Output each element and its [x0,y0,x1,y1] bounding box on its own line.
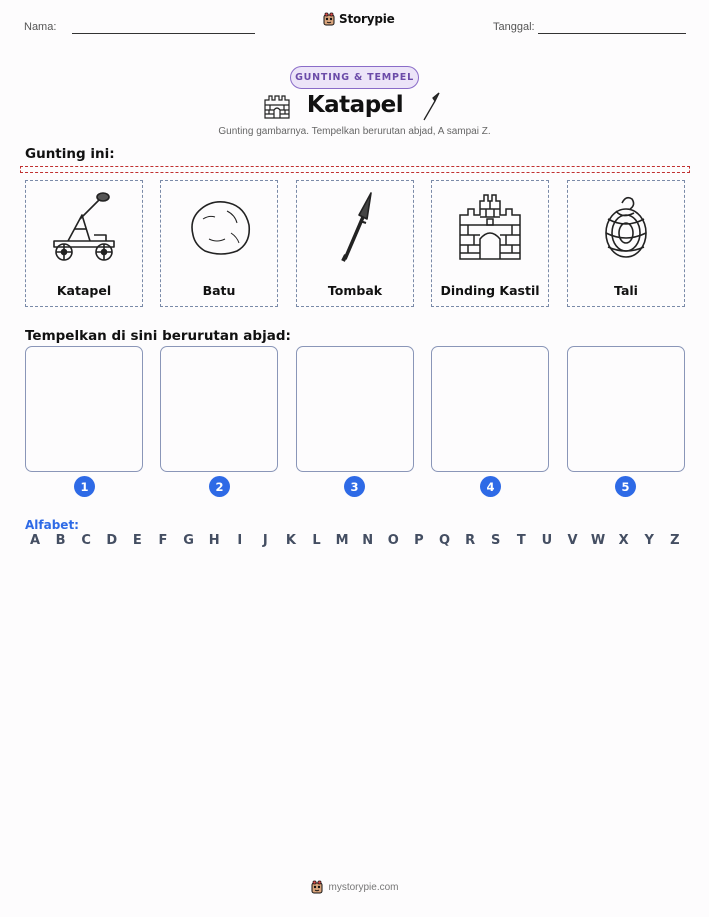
alphabet-letter: F [158,533,168,548]
castle-wall-icon [450,189,530,269]
date-label: Tanggal: [493,21,535,33]
date-line[interactable] [538,33,686,34]
cut-line [20,166,690,173]
name-line[interactable] [72,33,255,34]
alphabet-letter: A [29,533,41,548]
alphabet-letter: R [465,533,476,548]
instructions: Gunting gambarnya. Tempelkan berurutan abjad, A sampai Z. [218,126,491,137]
alphabet-letter: Q [438,533,451,548]
storypie-logo [322,12,395,26]
cut-label: Tali [614,283,638,298]
alphabet-letter: J [262,533,268,548]
slot-number-badge: 2 [209,476,230,497]
slot-number-badge: 3 [344,476,365,497]
alphabet-letter: C [81,533,91,548]
paste-slot-4[interactable] [431,346,549,472]
alphabet-title: Alfabet: [25,518,79,532]
paste-section-title: Tempelkan di sini berurutan abjad: [25,328,291,344]
paste-slot-2[interactable] [160,346,278,472]
spear-icon [315,189,395,269]
cut-card-dinding-kastil[interactable] [431,180,549,307]
cut-label: Tombak [327,283,383,298]
cut-label: Katapel [56,283,112,298]
alphabet-letter: Z [670,533,680,548]
rock-icon [179,189,259,269]
storypie-mascot-icon [322,12,336,26]
cut-card-katapel[interactable] [25,180,143,307]
page-title: Katapel [306,92,404,118]
alphabet-letter: Y [644,533,654,548]
cut-label: Batu [202,283,236,298]
footer [0,880,709,894]
cut-card-batu[interactable] [160,180,278,307]
alphabet-letter: S [491,533,501,548]
alphabet-letter: G [183,533,194,548]
paste-slot-1[interactable] [25,346,143,472]
alphabet-row [26,533,684,548]
activity-badge: GUNTING & TEMPEL [290,66,419,89]
alphabet-letter: I [237,533,243,548]
alphabet-letter: N [362,533,374,548]
alphabet-letter: P [414,533,424,548]
slot-number-badge: 5 [615,476,636,497]
paste-slot-3[interactable] [296,346,414,472]
alphabet-letter: L [312,533,321,548]
rope-icon [586,189,666,269]
paste-slot-5[interactable] [567,346,685,472]
slot-number-badge: 4 [480,476,501,497]
catapult-icon [44,189,124,269]
cut-card-tombak[interactable] [296,180,414,307]
alphabet-letter: H [208,533,220,548]
alphabet-letter: X [618,533,629,548]
alphabet-letter: M [335,533,349,548]
storypie-mascot-icon [310,880,324,894]
alphabet-letter: U [541,533,553,548]
alphabet-letter: V [567,533,578,548]
alphabet-letter: B [55,533,66,548]
name-label: Nama: [24,21,57,33]
footer-url[interactable]: mystorypie.com [328,881,399,893]
slot-number-badge: 1 [74,476,95,497]
cut-card-tali[interactable] [567,180,685,307]
brand-name: Storypie [339,12,395,26]
alphabet-letter: O [387,533,399,548]
alphabet-letter: K [285,533,296,548]
castle-wall-icon [262,92,292,120]
alphabet-letter: W [590,533,606,548]
alphabet-letter: D [106,533,118,548]
cut-label: Dinding Kastil [440,283,540,298]
spear-icon [420,92,442,122]
alphabet-letter: T [516,533,526,548]
alphabet-letter: E [132,533,142,548]
cut-section-title: Gunting ini: [25,146,115,162]
